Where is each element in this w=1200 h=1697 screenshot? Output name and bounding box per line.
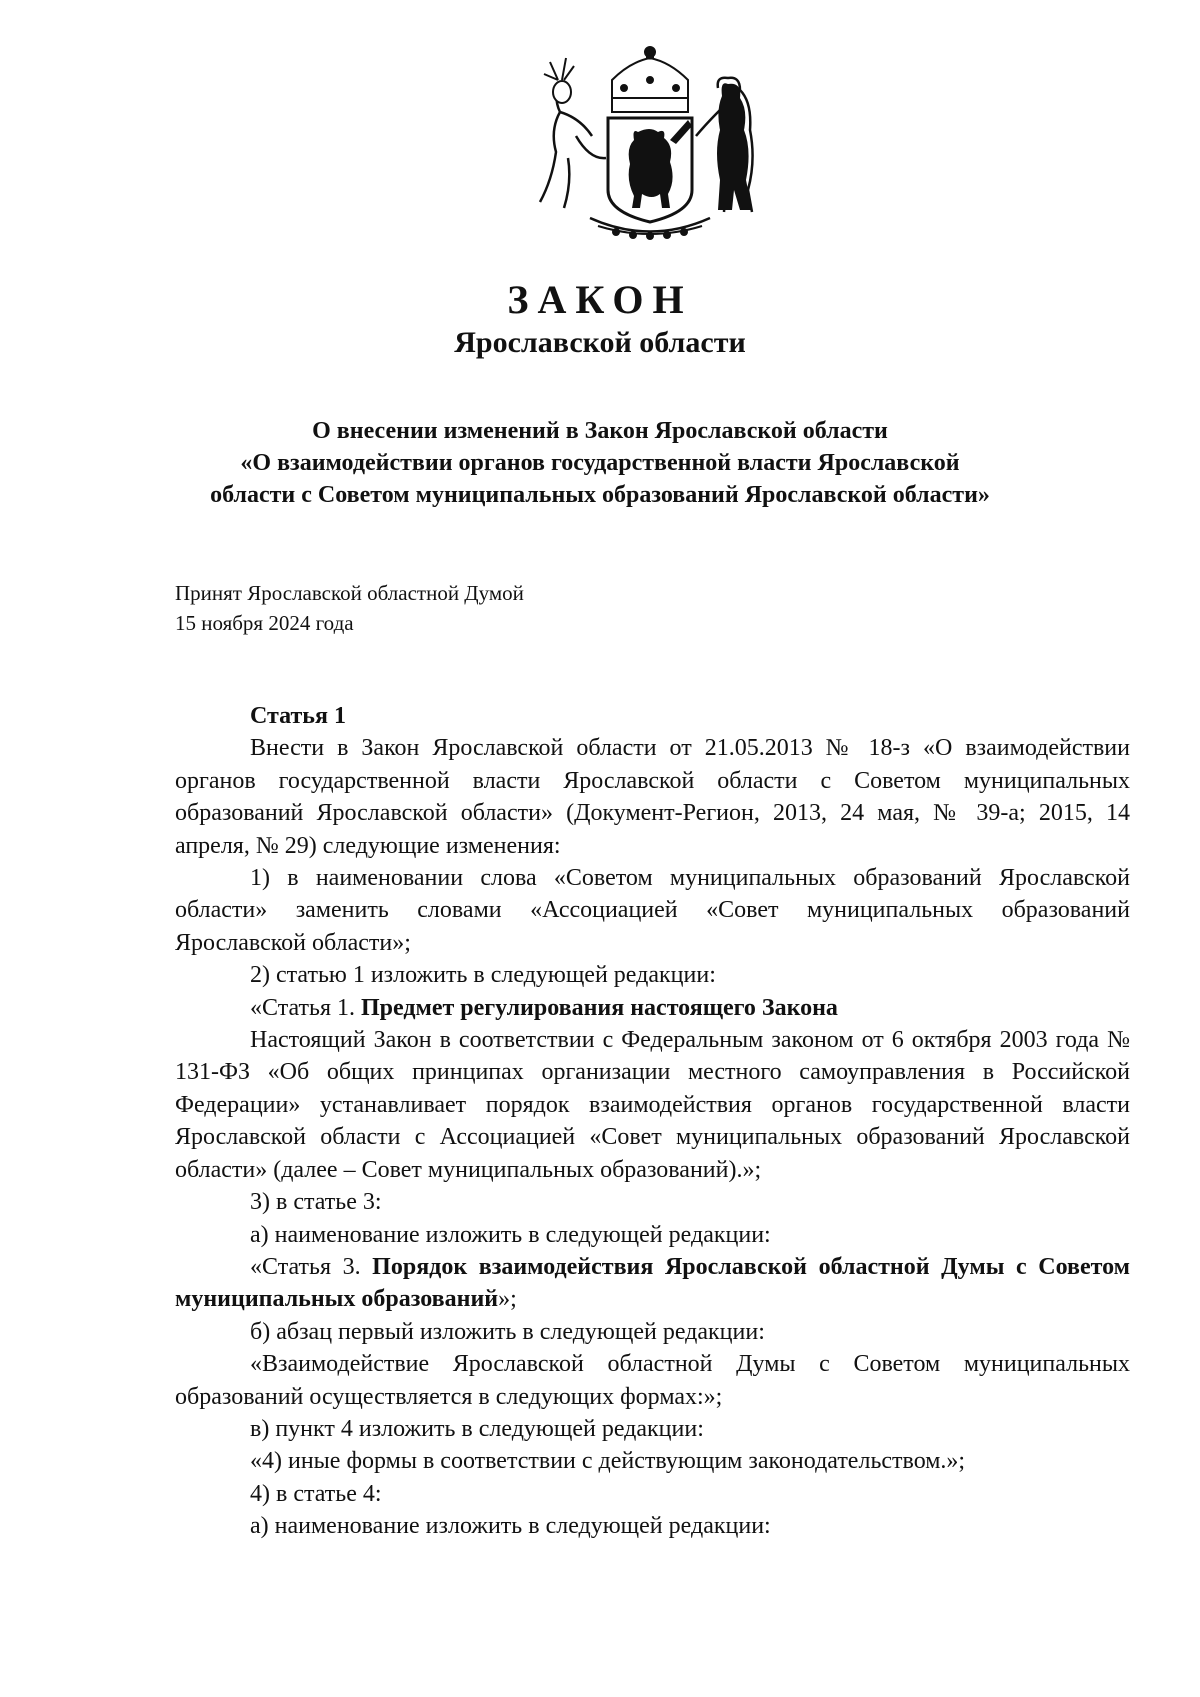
- law-subject-title: [0, 415, 1200, 511]
- paragraph: Внести в Закон Ярославской области от 21.05.2013 № 18-з «О взаимодействии органов государственной власти Ярославской области с Советом муниципальных образований Ярославской области» (Документ-Регион, 2013, 24 мая, № 39-а; 2015, 14 апреля, № 29) следующие изменения:: [175, 735, 1130, 859]
- paragraph: 1) в наименовании слова «Советом муниципальных образований Ярославской области» заменить словами «Ассоциацией «Совет муниципальных образований Ярославской области»;: [175, 865, 1130, 956]
- paragraph: [175, 992, 1130, 1024]
- subject-line-3: области с Советом муниципальных образований Ярославской области»: [210, 482, 990, 508]
- text-suffix: »;: [498, 1286, 517, 1313]
- subject-line-2: «О взаимодействии органов государственной власти Ярославской: [240, 450, 960, 476]
- paragraph: 2) статью 1 изложить в следующей редакции:: [250, 962, 716, 989]
- paragraph: б) абзац первый изложить в следующей редакции:: [250, 1318, 765, 1345]
- text-prefix: «Статья 3.: [250, 1253, 373, 1280]
- adoption-date: 15 ноября 2024 года: [175, 611, 354, 635]
- paragraph: 4) в статье 4:: [250, 1480, 382, 1507]
- paragraph: а) наименование изложить в следующей редакции:: [250, 1513, 771, 1540]
- paragraph: «Взаимодействие Ярославской областной Думы с Советом муниципальных образований осуществляется в следующих формах:»;: [175, 1351, 1130, 1410]
- quoted-article-title: Предмет регулирования настоящего Закона: [360, 994, 838, 1021]
- adopted-by: Принят Ярославской областной Думой: [175, 581, 524, 605]
- article-heading: Статья 1: [250, 703, 346, 729]
- text-prefix: «Статья 1.: [250, 994, 361, 1021]
- paragraph: в) пункт 4 изложить в следующей редакции:: [250, 1415, 704, 1442]
- paragraph: Настоящий Закон в соответствии с Федеральным законом от 6 октября 2003 года № 131-ФЗ «Об общих принципах организации местного самоуправления в Российской Федерации» устанавливает порядок взаимодействия органов государственной власти Ярославской области с Ассоциацией «Совет муниципальных образований Ярославской области» (далее – Совет муниципальных образований).»;: [175, 1027, 1130, 1183]
- quoted-article-title: Порядок взаимодействия Ярославской областной Думы с Советом муниципальных образований: [175, 1253, 1130, 1313]
- article-body: [175, 700, 1130, 1543]
- region-title: Ярославской области: [454, 326, 746, 359]
- paragraph: [175, 1251, 1130, 1316]
- paragraph: «4) иные формы в соответствии с действующим законодательством.»;: [250, 1448, 966, 1475]
- adoption-info: [175, 578, 524, 638]
- document-type-title: ЗАКОН: [507, 277, 693, 322]
- subject-line-1: О внесении изменений в Закон Ярославской области: [312, 418, 888, 444]
- coat-of-arms-emblem: [520, 40, 780, 245]
- paragraph: 3) в статье 3:: [250, 1189, 382, 1216]
- paragraph: а) наименование изложить в следующей редакции:: [250, 1221, 771, 1248]
